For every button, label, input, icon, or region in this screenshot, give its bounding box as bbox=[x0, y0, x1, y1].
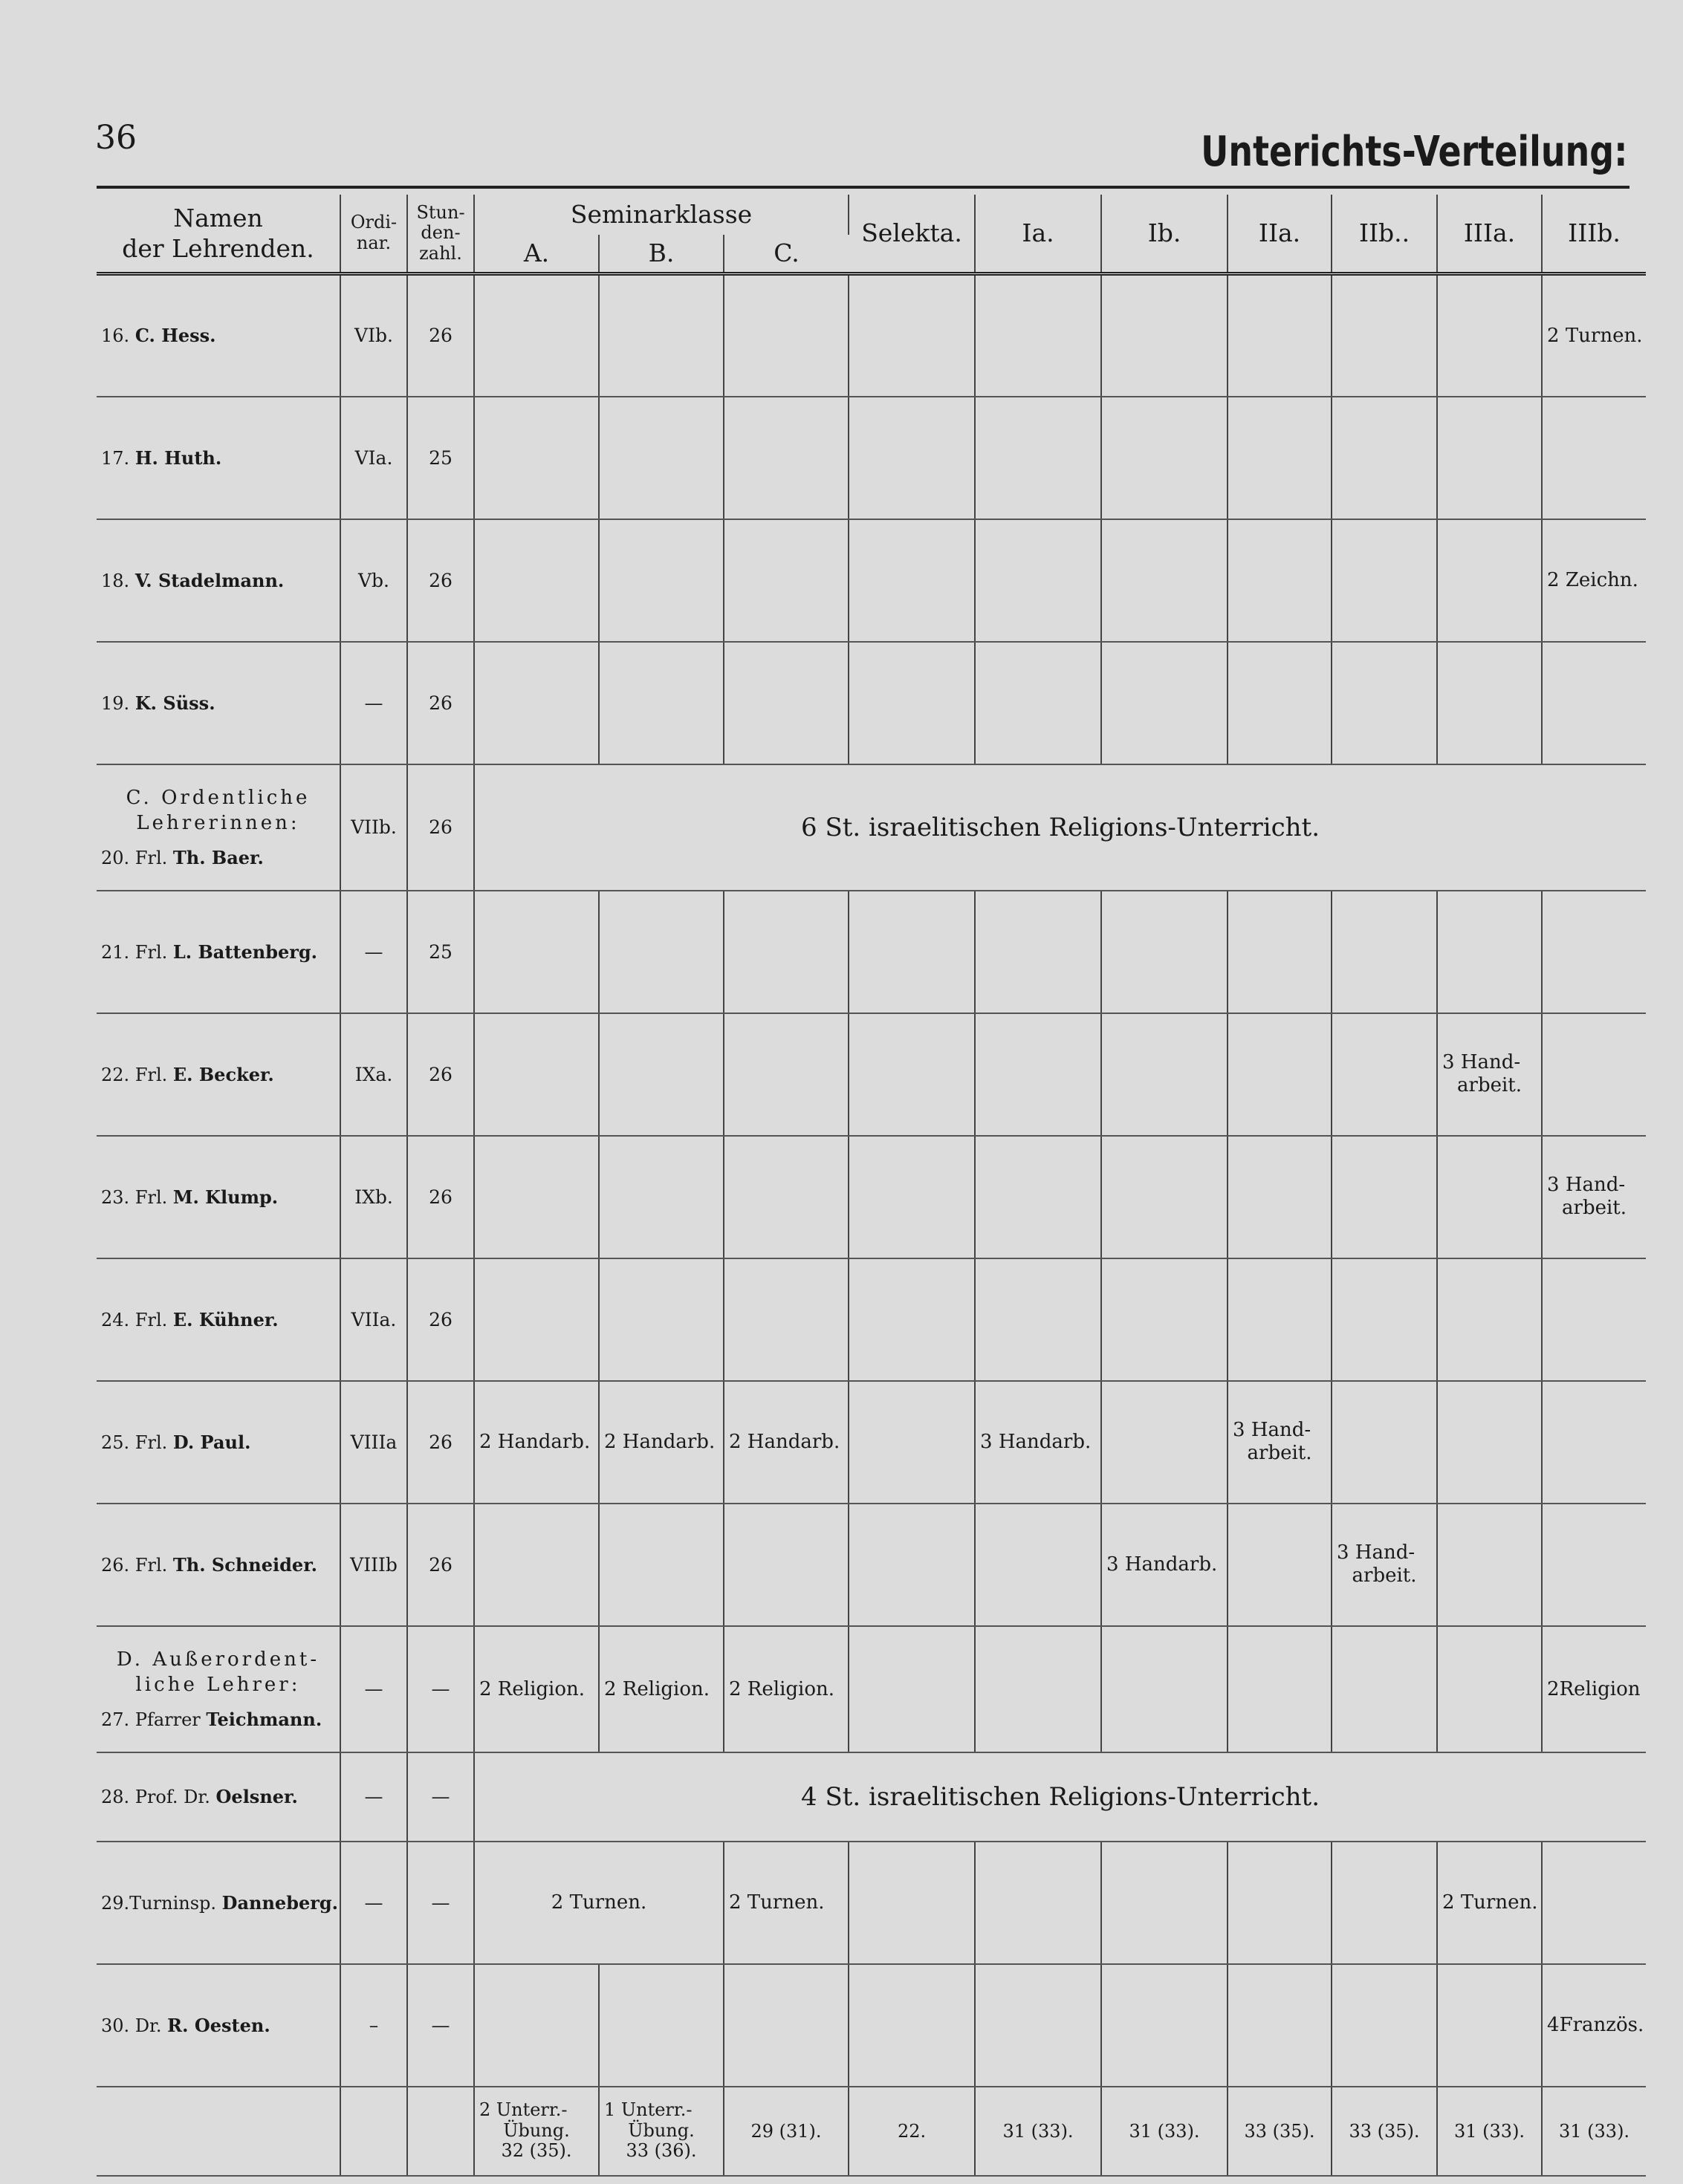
table-row bbox=[97, 1964, 1646, 2087]
total-ia: 31 (33). bbox=[975, 2087, 1101, 2176]
header-seminar-b: B. bbox=[599, 235, 724, 274]
teacher-name: 18. V. Stadelmann. bbox=[97, 519, 340, 642]
hours-cell: 25 bbox=[407, 397, 474, 519]
ordinar-cell: — bbox=[340, 1752, 407, 1842]
total-sem-c: 29 (31). bbox=[724, 2087, 849, 2176]
table-row bbox=[97, 1626, 1646, 1752]
teacher-name: 22. Frl. E. Becker. bbox=[97, 1013, 340, 1136]
spanning-note: 6 St. israelitischen Religions-Unterricht. bbox=[474, 764, 1646, 891]
table-row bbox=[97, 1013, 1646, 1136]
teacher-name: 21. Frl. L. Battenberg. bbox=[97, 891, 340, 1013]
table-row bbox=[97, 519, 1646, 642]
teacher-name: 26. Frl. Th. Schneider. bbox=[97, 1504, 340, 1626]
page-number: 36 bbox=[95, 119, 137, 157]
table-row bbox=[97, 1258, 1646, 1381]
teacher-name: C. Ordentliche Lehrerinnen: 20. Frl. Th. Baer. bbox=[97, 764, 340, 891]
cell-sem-c: 2 Handarb. bbox=[724, 1381, 849, 1504]
table-row bbox=[97, 1752, 1646, 1842]
section-heading-cont: liche Lehrer: bbox=[135, 1674, 301, 1696]
table-row bbox=[97, 397, 1646, 519]
header-iib: IIb.. bbox=[1332, 195, 1437, 274]
hours-cell: 25 bbox=[407, 891, 474, 1013]
table-row bbox=[97, 274, 1646, 397]
table-row bbox=[97, 642, 1646, 764]
total-selekta: 22. bbox=[849, 2087, 975, 2176]
cell-iiib: 2Religion bbox=[1542, 1626, 1646, 1752]
header-iia: IIa. bbox=[1228, 195, 1332, 274]
page-title: Unterichts-Verteilung: bbox=[1200, 128, 1627, 176]
ordinar-cell: VIIa. bbox=[340, 1258, 407, 1381]
cell-sem-c: 2 Turnen. bbox=[724, 1842, 849, 1964]
ordinar-cell: — bbox=[340, 891, 407, 1013]
table-row bbox=[97, 1842, 1646, 1964]
ordinar-cell: IXa. bbox=[340, 1013, 407, 1136]
cell-sem-ab: 2 Turnen. bbox=[474, 1842, 724, 1964]
teacher-name: 19. K. Süss. bbox=[97, 642, 340, 764]
cell-iiib: 4Französ. bbox=[1542, 1964, 1646, 2087]
header-names: Namen der Lehrenden. bbox=[97, 195, 340, 274]
table-row bbox=[97, 764, 1646, 891]
teacher-name: 24. Frl. E. Kühner. bbox=[97, 1258, 340, 1381]
ordinar-cell: — bbox=[340, 642, 407, 764]
header-row bbox=[97, 195, 1646, 235]
hours-cell: 26 bbox=[407, 1136, 474, 1258]
section-heading: D. Außerordent- bbox=[116, 1648, 320, 1671]
header-iiia: IIIa. bbox=[1437, 195, 1542, 274]
table-row bbox=[97, 1381, 1646, 1504]
hours-cell: — bbox=[407, 1752, 474, 1842]
hours-cell: 26 bbox=[407, 274, 474, 397]
cell-ib: 3 Handarb. bbox=[1101, 1504, 1228, 1626]
ordinar-cell: VIa. bbox=[340, 397, 407, 519]
teacher-name: 28. Prof. Dr. Oelsner. bbox=[97, 1752, 340, 1842]
header-stundenzahl: Stun- den- zahl. bbox=[407, 195, 474, 274]
hours-cell: 26 bbox=[407, 1381, 474, 1504]
cell-iiia: 2 Turnen. bbox=[1437, 1842, 1542, 1964]
teacher-name: D. Außerordent- liche Lehrer: 27. Pfarrer Teichmann. bbox=[97, 1626, 340, 1752]
total-ib: 31 (33). bbox=[1101, 2087, 1228, 2176]
cell-iia: 3 Hand- arbeit. bbox=[1228, 1381, 1332, 1504]
total-sem-a: 2 Unterr.- Übung. 32 (35). bbox=[474, 2087, 599, 2176]
cell-sem-a: 2 Handarb. bbox=[474, 1381, 599, 1504]
total-iiia: 31 (33). bbox=[1437, 2087, 1542, 2176]
hours-cell: 26 bbox=[407, 1258, 474, 1381]
table-row bbox=[97, 891, 1646, 1013]
ordinar-cell: VIIIb bbox=[340, 1504, 407, 1626]
teacher-name: 17. H. Huth. bbox=[97, 397, 340, 519]
table-row bbox=[97, 1504, 1646, 1626]
table-row bbox=[97, 1136, 1646, 1258]
ordinar-cell: VIb. bbox=[340, 274, 407, 397]
section-heading-cont: Lehrerinnen: bbox=[136, 812, 300, 834]
cell-iib: 3 Hand- arbeit. bbox=[1332, 1504, 1437, 1626]
section-heading: C. Ordentliche bbox=[126, 787, 311, 810]
ordinar-cell: VIIb. bbox=[340, 764, 407, 891]
hours-cell: 26 bbox=[407, 1013, 474, 1136]
ordinar-cell: — bbox=[340, 1626, 407, 1752]
cell-sem-b: 2 Handarb. bbox=[599, 1381, 724, 1504]
teacher-name: 25. Frl. D. Paul. bbox=[97, 1381, 340, 1504]
ordinar-cell: IXb. bbox=[340, 1136, 407, 1258]
total-iia: 33 (35). bbox=[1228, 2087, 1332, 2176]
cell-sem-c: 2 Religion. bbox=[724, 1626, 849, 1752]
hours-cell: — bbox=[407, 1626, 474, 1752]
hours-cell: 26 bbox=[407, 519, 474, 642]
header-ia: Ia. bbox=[975, 195, 1101, 274]
teacher-name: 29.Turninsp. Danneberg. bbox=[97, 1842, 340, 1964]
ordinar-cell: Vb. bbox=[340, 519, 407, 642]
hours-cell: — bbox=[407, 1964, 474, 2087]
hours-cell: 26 bbox=[407, 1504, 474, 1626]
header-ordinar: Ordi- nar. bbox=[340, 195, 407, 274]
ordinar-cell: – bbox=[340, 1964, 407, 2087]
header-iiib: IIIb. bbox=[1542, 195, 1646, 274]
header-seminarklasse: Seminarklasse bbox=[474, 195, 849, 235]
cell-iiib: 2 Turnen. bbox=[1542, 274, 1646, 397]
spanning-note: 4 St. israelitischen Religions-Unterricht. bbox=[474, 1752, 1646, 1842]
cell-ia: 3 Handarb. bbox=[975, 1381, 1101, 1504]
cell-iiia: 3 Hand- arbeit. bbox=[1437, 1013, 1542, 1136]
cell-sem-a: 2 Religion. bbox=[474, 1626, 599, 1752]
header-ib: Ib. bbox=[1101, 195, 1228, 274]
teacher-name: 16. C. Hess. bbox=[97, 274, 340, 397]
header-seminar-a: A. bbox=[474, 235, 599, 274]
cell-iiib: 3 Hand- arbeit. bbox=[1542, 1136, 1646, 1258]
cell-iiib: 2 Zeichn. bbox=[1542, 519, 1646, 642]
ordinar-cell: VIIIa bbox=[340, 1381, 407, 1504]
hours-cell: 26 bbox=[407, 642, 474, 764]
header-rule bbox=[97, 186, 1630, 189]
ordinar-cell: — bbox=[340, 1842, 407, 1964]
total-iiib: 31 (33). bbox=[1542, 2087, 1646, 2176]
cell-sem-b: 2 Religion. bbox=[599, 1626, 724, 1752]
hours-cell: 26 bbox=[407, 764, 474, 891]
totals-row bbox=[97, 2087, 1646, 2176]
distribution-table bbox=[97, 195, 1646, 2177]
header-seminar-c: C. bbox=[724, 235, 849, 274]
teacher-name: 30. Dr. R. Oesten. bbox=[97, 1964, 340, 2087]
total-iib: 33 (35). bbox=[1332, 2087, 1437, 2176]
header-selekta: Selekta. bbox=[849, 195, 975, 274]
teacher-name: 23. Frl. M. Klump. bbox=[97, 1136, 340, 1258]
hours-cell: — bbox=[407, 1842, 474, 1964]
total-sem-b: 1 Unterr.- Übung. 33 (36). bbox=[599, 2087, 724, 2176]
